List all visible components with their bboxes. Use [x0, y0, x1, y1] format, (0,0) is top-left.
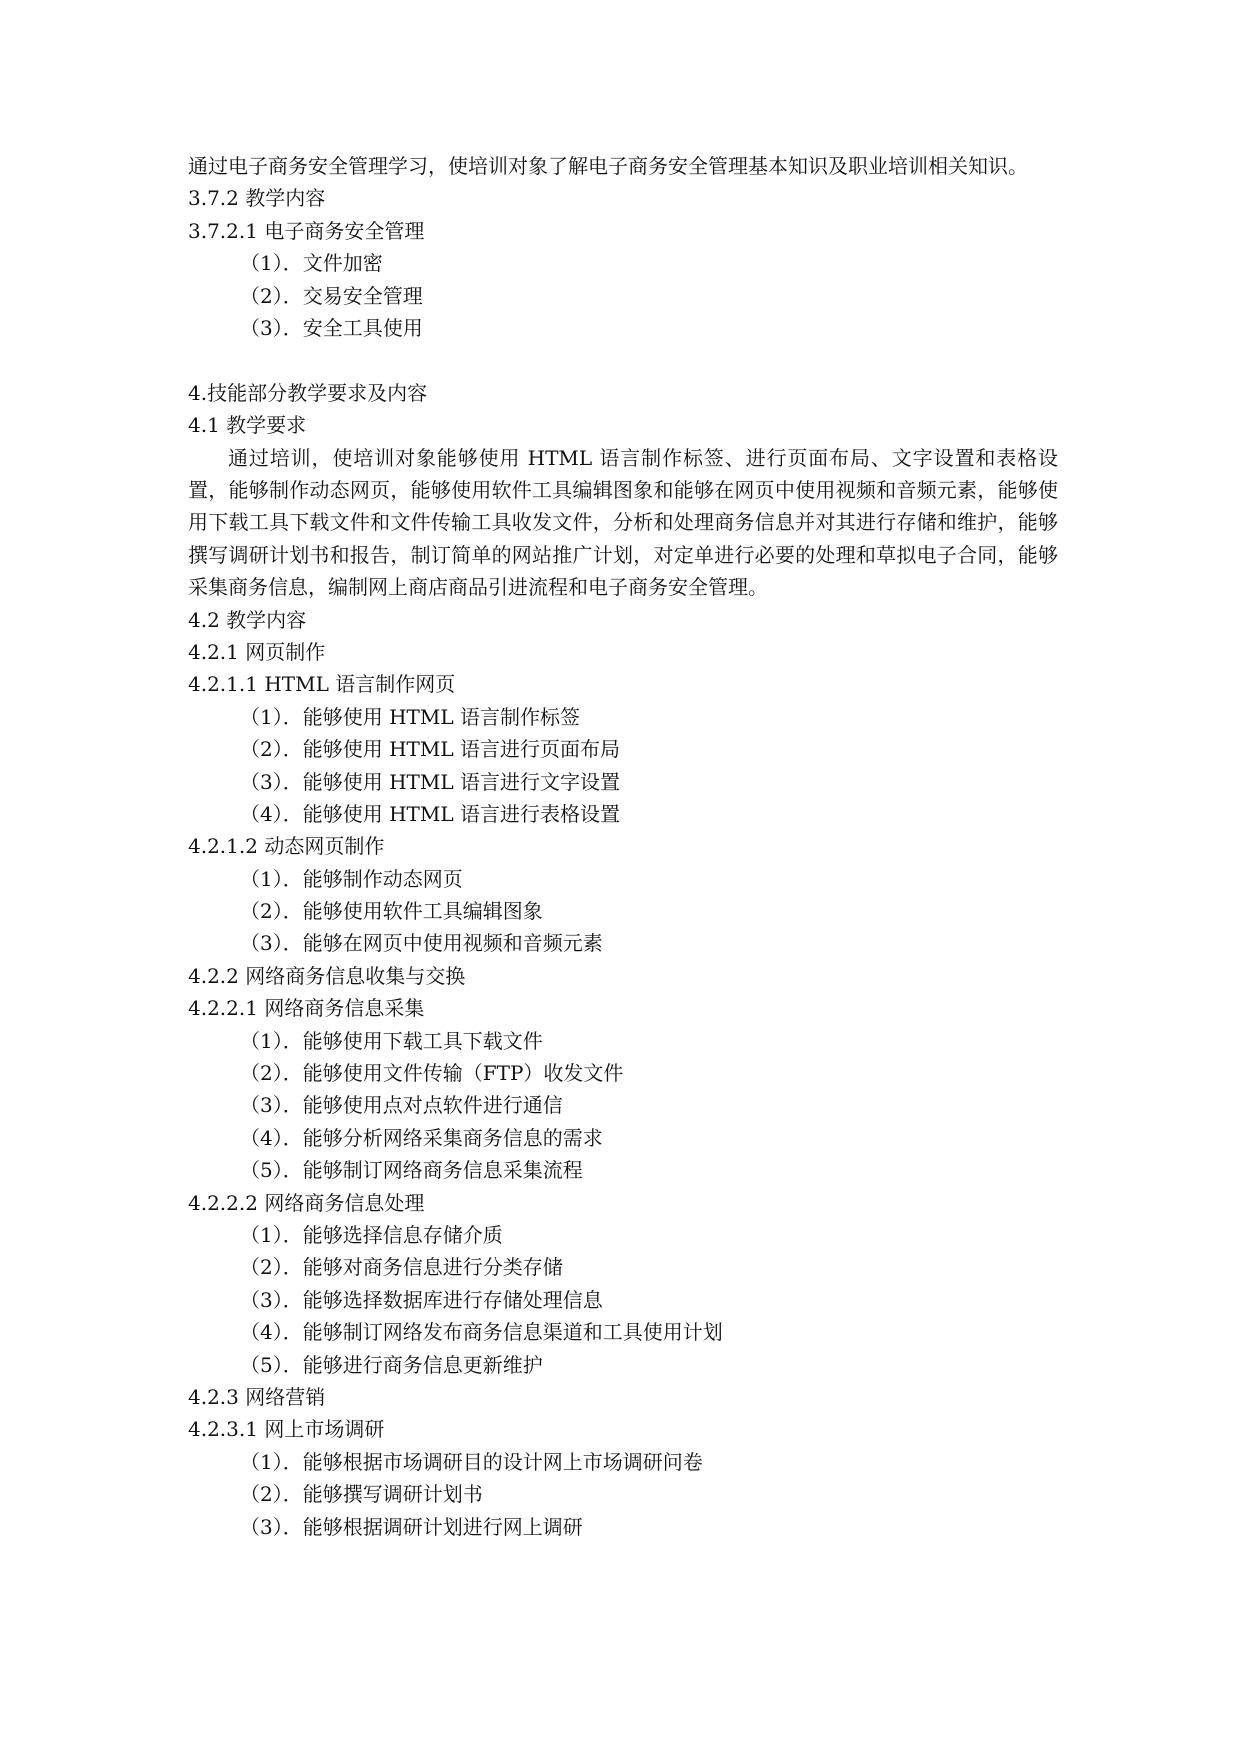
- list-item: （2）．能够使用软件工具编辑图象: [240, 899, 543, 924]
- list-item: （1）．能够使用下载工具下载文件: [240, 1028, 543, 1053]
- subsection-heading: 4.2.1.2 动态网页制作: [188, 834, 385, 859]
- list-item: （2）．能够对商务信息进行分类存储: [240, 1255, 563, 1280]
- document-body: [188, 150, 1058, 1543]
- list-item: （1）．能够使用 HTML 语言制作标签: [240, 704, 580, 729]
- list-item: （3）．能够在网页中使用视频和音频元素: [240, 931, 603, 956]
- subsection-heading: 4.2.1.1 HTML 语言制作网页: [188, 672, 456, 697]
- list-item: （1）．能够根据市场调研目的设计网上市场调研问卷: [240, 1449, 703, 1474]
- list-item: （3）．能够使用 HTML 语言进行文字设置: [240, 769, 620, 794]
- chapter-heading: 4.技能部分教学要求及内容: [188, 380, 428, 405]
- section-heading: 4.2 教学内容: [188, 607, 307, 632]
- list-item: （1）．文件加密: [240, 251, 383, 276]
- section-heading: 3.7.2 教学内容: [188, 186, 326, 211]
- subsection-heading: 4.2.3 网络营销: [188, 1384, 326, 1409]
- blank-line: [188, 344, 1058, 376]
- list-item: （4）．能够制订网络发布商务信息渠道和工具使用计划: [240, 1320, 723, 1345]
- subsection-heading: 3.7.2.1 电子商务安全管理: [188, 218, 425, 243]
- list-item: （5）．能够制订网络商务信息采集流程: [240, 1158, 583, 1183]
- list-item: （1）．能够选择信息存储介质: [240, 1222, 503, 1247]
- intro-paragraph: 通过电子商务安全管理学习，使培训对象了解电子商务安全管理基本知识及职业培训相关知识。: [188, 154, 1028, 178]
- list-item: （3）．能够选择数据库进行存储处理信息: [240, 1287, 603, 1312]
- list-item: （4）．能够使用 HTML 语言进行表格设置: [240, 801, 620, 826]
- subsection-heading: 4.2.1 网页制作: [188, 639, 326, 664]
- list-item: （2）．能够使用文件传输（FTP）收发文件: [240, 1061, 624, 1086]
- list-item: （3）．能够根据调研计划进行网上调研: [240, 1514, 583, 1539]
- list-item: （3）．能够使用点对点软件进行通信: [240, 1093, 563, 1118]
- subsection-heading: 4.2.2 网络商务信息收集与交换: [188, 963, 466, 988]
- list-item: （3）．安全工具使用: [240, 315, 423, 340]
- list-item: （2）．交易安全管理: [240, 283, 423, 308]
- list-item: （2）．能够撰写调研计划书: [240, 1482, 483, 1507]
- subsection-heading: 4.2.2.1 网络商务信息采集: [188, 996, 425, 1021]
- list-item: （1）．能够制作动态网页: [240, 866, 463, 891]
- list-item: （2）．能够使用 HTML 语言进行页面布局: [240, 737, 620, 762]
- list-item: （4）．能够分析网络采集商务信息的需求: [240, 1125, 603, 1150]
- requirements-paragraph: 通过培训，使培训对象能够使用 HTML 语言制作标签、进行页面布局、文字设置和表格设置，能够制作动态网页，能够使用软件工具编辑图象和能够在网页中使用视频和音频元素，能够使用下载工具下载文件和文件传输工具收发文件，分析和处理商务信息并对其进行存储和维护，能够撰写调研计划书和报告，制订简单的网站推广计划，对定单进行必要的处理和草拟电子合同，能够采集商务信息，编制网上商店商品引进流程和电子商务安全管理。: [188, 445, 1058, 600]
- list-item: （5）．能够进行商务信息更新维护: [240, 1352, 543, 1377]
- section-heading: 4.1 教学要求: [188, 413, 307, 438]
- subsection-heading: 4.2.3.1 网上市场调研: [188, 1417, 385, 1442]
- subsection-heading: 4.2.2.2 网络商务信息处理: [188, 1190, 425, 1215]
